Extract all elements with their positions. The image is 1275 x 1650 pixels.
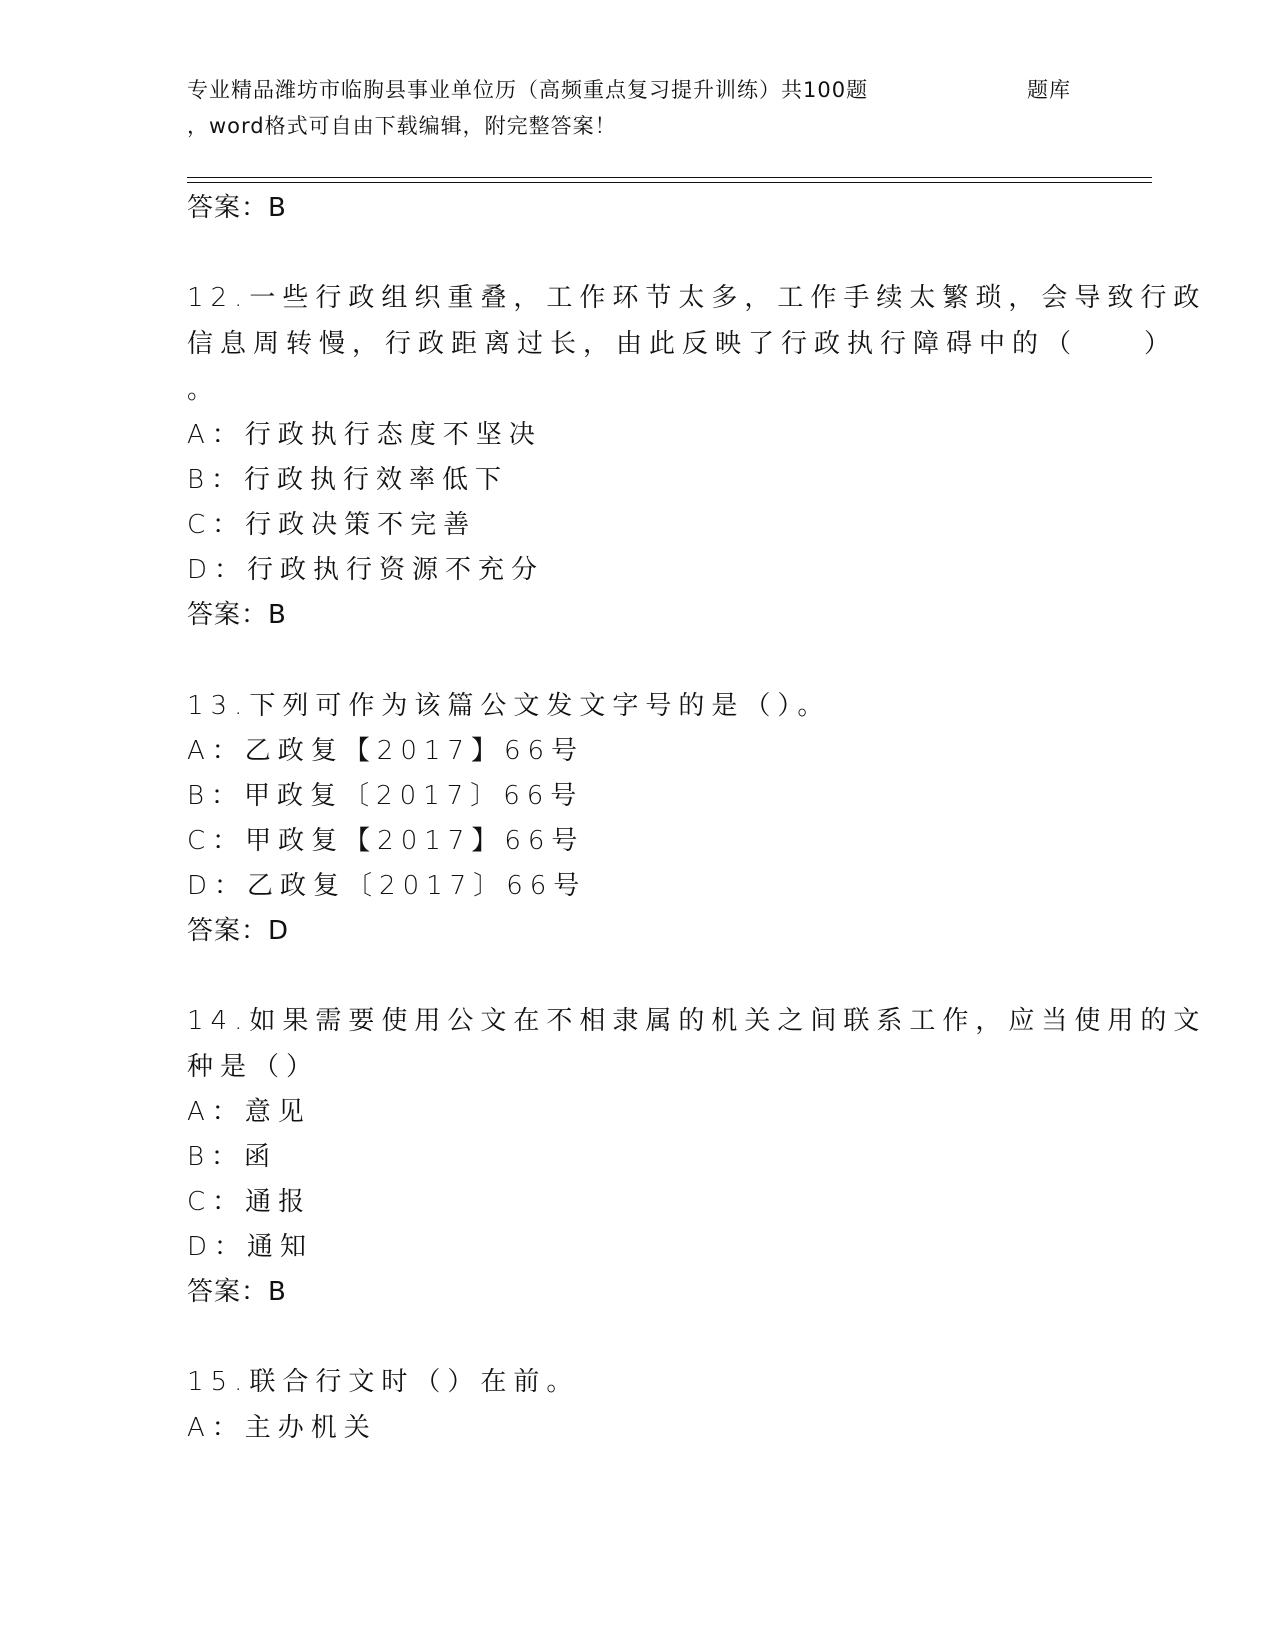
question-13-option-d: D：乙政复〔2017〕66号: [187, 871, 587, 901]
question-13-option-a: A：乙政复【2017】66号: [187, 736, 585, 766]
header-line-1: [187, 72, 1087, 108]
question-14-text-line-2: 种是（）: [187, 1052, 320, 1082]
question-15-option-a: A：主办机关: [187, 1413, 377, 1443]
question-12-option-a: A：行政执行态度不坚决: [187, 420, 542, 450]
header-title: 专业精品潍坊市临朐县事业单位历（高频重点复习提升训练）共100题: [187, 78, 869, 102]
page-header: [187, 72, 1087, 144]
question-12-text-line-2: 信息周转慢，行政距离过长，由此反映了行政执行障碍中的（ ）: [187, 329, 1178, 359]
question-12-option-b: B：行政执行效率低下: [187, 465, 509, 495]
question-13-option-c: C：甲政复【2017】66号: [187, 826, 585, 856]
question-15-text: 15.联合行文时（）在前。: [187, 1367, 580, 1397]
answer-14: 答案：B: [187, 1277, 287, 1307]
question-12-option-c: C：行政决策不完善: [187, 510, 477, 540]
header-line-2: ，word格式可自由下载编辑，附完整答案！: [187, 114, 617, 138]
answer-12: 答案：B: [187, 600, 287, 630]
question-14-option-b: B：函: [187, 1142, 278, 1172]
answer-13: 答案：D: [187, 916, 290, 946]
answer-11: 答案：B: [187, 193, 287, 223]
question-13-option-b: B：甲政复〔2017〕66号: [187, 781, 584, 811]
question-13-text: 13.下列可作为该篇公文发文字号的是（）。: [187, 691, 831, 721]
question-12-text-line-1: 12.一些行政组织重叠，工作环节太多，工作手续太繁琐，会导致行政: [187, 283, 1207, 313]
header-divider-top: [187, 177, 1152, 178]
question-12-text-line-3: 。: [187, 375, 221, 405]
question-14-option-c: C：通报: [187, 1187, 312, 1217]
question-12-option-d: D：行政执行资源不充分: [187, 555, 545, 585]
question-14-option-a: A：意见: [187, 1097, 311, 1127]
header-divider-bottom: [187, 182, 1152, 183]
question-14-text-line-1: 14.如果需要使用公文在不相隶属的机关之间联系工作，应当使用的文: [187, 1006, 1207, 1036]
question-14-option-d: D：通知: [187, 1232, 314, 1262]
header-right-label: 题库: [1027, 78, 1071, 102]
